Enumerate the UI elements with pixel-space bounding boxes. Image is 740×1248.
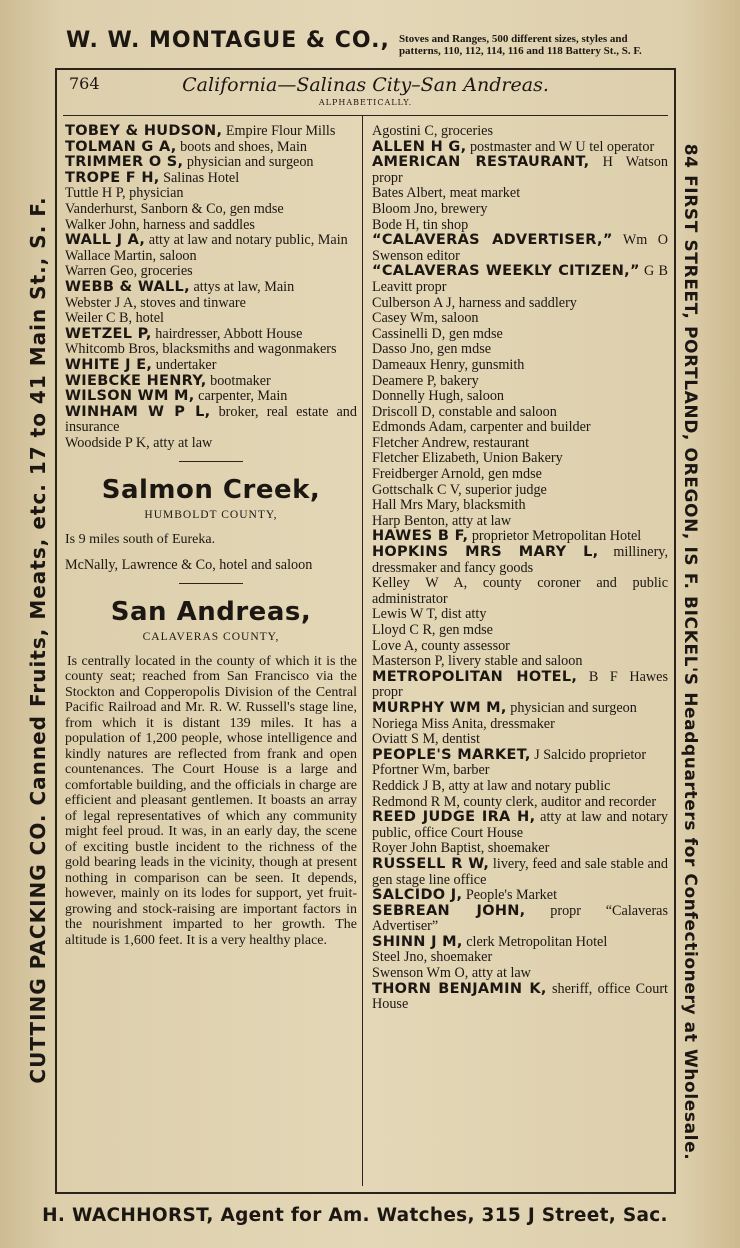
directory-entry: [372, 545, 668, 576]
directory-entry: [65, 436, 357, 452]
directory-entry: [372, 311, 668, 327]
page-header: [57, 70, 674, 112]
directory-entry: [372, 763, 668, 779]
header-divider: [63, 115, 668, 116]
top-ad-detail: [399, 33, 642, 57]
entry-detail: Wm O Swenson editor: [372, 232, 668, 264]
entry-name: METROPOLITAN HOTEL,: [372, 668, 578, 685]
entry-name: TRIMMER O S,: [65, 154, 184, 171]
entry-detail: Love A, county assessor: [372, 637, 510, 654]
directory-entry: [65, 311, 357, 327]
directory-entry: [372, 935, 668, 951]
entry-detail: Swenson Wm O, atty at law: [372, 965, 531, 982]
directory-entry: [372, 841, 668, 857]
entry-detail: sheriff, office Court House: [372, 980, 668, 1013]
entry-detail: Whitcomb Bros, blacksmiths and wagonmakers: [65, 341, 337, 358]
entry-detail: bootmaker: [206, 372, 271, 389]
directory-entry: [372, 607, 668, 623]
directory-entry: [372, 342, 668, 358]
entry-detail: People's Market: [462, 887, 558, 904]
entry-detail: boots and shoes, Main: [176, 138, 307, 155]
entry-detail: Walker John, harness and saddles: [65, 216, 255, 233]
directory-entry: [372, 670, 668, 701]
entry-name: HAWES B F,: [372, 528, 469, 545]
directory-entry: [65, 233, 357, 249]
directory-entry: [372, 779, 668, 795]
directory-entry: [372, 327, 668, 343]
directory-entry: [372, 623, 668, 639]
directory-entry: [65, 389, 357, 405]
section-separator: [179, 583, 243, 584]
entry-name: TOBEY & HUDSON,: [65, 123, 223, 139]
page-number: 764: [69, 74, 100, 93]
directory-entry: [372, 639, 668, 655]
entry-name: PEOPLE'S MARKET,: [372, 746, 531, 763]
directory-entry: [372, 748, 668, 764]
section-separator: [179, 461, 243, 462]
directory-entry: [372, 904, 668, 935]
directory-entry: [372, 218, 668, 234]
entry-detail: atty at law and notary public, Main: [145, 232, 348, 249]
entry-detail: Masterson P, livery stable and saloon: [372, 653, 583, 670]
directory-entry: [372, 810, 668, 841]
entry-name: HOPKINS MRS MARY L,: [372, 544, 599, 561]
directory-entry: [65, 358, 357, 374]
entry-detail: physician and surgeon: [506, 699, 637, 716]
entry-detail: propr “Calaveras Advertiser”: [372, 902, 668, 935]
san-andreas-county: CALAVERAS COUNTY,: [142, 631, 280, 644]
entry-name: TOLMAN G A,: [65, 138, 177, 155]
directory-entry: [65, 280, 357, 296]
salmon-creek-description: Is 9 miles south of Eureka.: [65, 532, 216, 548]
entry-detail: millinery, dressmaker and fancy goods: [372, 544, 669, 576]
salmon-creek-county: HUMBOLDT COUNTY,: [144, 509, 278, 522]
directory-entry: [65, 249, 357, 265]
left-column: [65, 124, 357, 958]
entry-detail: broker, real estate and insurance: [65, 403, 357, 436]
page-subtitle: ALPHABETICALLY.: [318, 98, 413, 107]
entry-detail: Lewis W T, dist atty: [372, 606, 487, 623]
entry-detail: attys at law, Main: [189, 278, 295, 295]
entry-detail: Culberson A J, harness and saddlery: [372, 294, 577, 311]
directory-entry: [372, 717, 668, 733]
directory-entry: [65, 140, 357, 156]
directory-entry: [372, 264, 668, 295]
page-frame: [55, 68, 676, 1194]
entry-detail: atty at law and notary public, office Court House: [372, 809, 668, 841]
directory-entry: [372, 451, 668, 467]
entry-detail: Bloom Jno, brewery: [372, 200, 488, 217]
entry-name: WETZEL P,: [65, 325, 152, 342]
directory-entry: [65, 218, 357, 234]
entry-detail: clerk Metropolitan Hotel: [462, 933, 608, 950]
entry-detail: hairdresser, Abbott House: [151, 325, 303, 342]
directory-entry: [372, 374, 668, 390]
entry-detail: Gottschalk C V, superior judge: [372, 481, 547, 498]
entry-name: WILSON WM M,: [65, 388, 195, 405]
directory-entry: [372, 966, 668, 982]
entry-detail: Bates Albert, meat market: [372, 185, 521, 202]
entry-detail: Empire Flour Mills: [222, 123, 336, 139]
salinas-entries: [65, 124, 357, 451]
entry-detail: Bode H, tin shop: [372, 216, 469, 233]
entry-detail: Dameaux Henry, gunsmith: [372, 356, 525, 373]
entry-detail: Vanderhurst, Sanborn & Co, gen mdse: [65, 200, 284, 217]
entry-name: SALCIDO J,: [372, 887, 463, 904]
directory-entry: [372, 732, 668, 748]
directory-entry: [65, 124, 357, 140]
entry-name: WIEBCKE HENRY,: [65, 372, 207, 389]
entry-detail: postmaster and W U tel operator: [466, 138, 655, 155]
directory-entry: [65, 374, 357, 390]
directory-entry: [65, 405, 357, 436]
directory-entry: [372, 857, 668, 888]
entry-detail: Harp Benton, atty at law: [372, 512, 512, 529]
entry-detail: Warren Geo, groceries: [65, 263, 193, 280]
entry-name: WHITE J E,: [65, 356, 153, 373]
bottom-advertisement: H. WACHHORST, Agent for Am. Watches, 315 J Street, Sac.: [42, 1205, 668, 1226]
salmon-creek-title: Salmon Creek,: [101, 475, 321, 506]
entry-detail: Kelley W A, county coroner and public administrator: [372, 575, 668, 607]
entry-detail: Woodside P K, atty at law: [65, 434, 213, 451]
entry-detail: Fletcher Elizabeth, Union Bakery: [372, 450, 563, 467]
directory-entry: [372, 514, 668, 530]
entry-detail: Agostini C, groceries: [372, 123, 493, 139]
entry-name: “CALAVERAS ADVERTISER,”: [372, 232, 613, 249]
top-advertisement: [66, 28, 676, 60]
directory-entry: [65, 558, 357, 574]
directory-entry: [372, 654, 668, 670]
entry-detail: physician and surgeon: [183, 154, 314, 171]
entry-name: SEBREAN JOHN,: [372, 902, 526, 919]
directory-entry: [372, 296, 668, 312]
entry-detail: B F Hawes propr: [372, 668, 668, 701]
entry-detail: Salinas Hotel: [159, 169, 240, 186]
entry-detail: J Salcido proprietor: [530, 746, 647, 763]
directory-entry: [372, 982, 668, 1013]
directory-entry: [65, 202, 357, 218]
right-column: [372, 124, 668, 1013]
directory-entry: [65, 264, 357, 280]
entry-name: WINHAM W P L,: [65, 403, 211, 420]
entry-detail: Pfortner Wm, barber: [372, 762, 490, 779]
entry-name: REED JUDGE IRA H,: [372, 809, 536, 826]
directory-entry: [65, 171, 357, 187]
entry-detail: Fletcher Andrew, restaurant: [372, 434, 530, 451]
entry-detail: Oviatt S M, dentist: [372, 731, 480, 748]
entry-detail: Hall Mrs Mary, blacksmith: [372, 497, 526, 514]
directory-entry: [372, 405, 668, 421]
entry-detail: Driscoll D, constable and saloon: [372, 403, 557, 420]
entry-name: AMERICAN RESTAURANT,: [372, 154, 590, 171]
directory-entry: [372, 795, 668, 811]
entry-name: TROPE F H,: [65, 169, 160, 186]
directory-entry: [372, 140, 668, 156]
entry-detail: H Watson propr: [372, 154, 668, 186]
entry-detail: Lloyd C R, gen mdse: [372, 622, 493, 638]
directory-entry: [372, 202, 668, 218]
entry-detail: Dasso Jno, gen mdse: [372, 341, 492, 358]
directory-entry: [372, 950, 668, 966]
entry-detail: Tuttle H P, physician: [65, 185, 184, 202]
entry-detail: McNally, Lawrence & Co, hotel and saloon: [65, 556, 313, 573]
entry-name: “CALAVERAS WEEKLY CITIZEN,”: [372, 263, 640, 280]
column-divider: [362, 116, 363, 1186]
entry-detail: Redmond R M, county clerk, auditor and recorder: [372, 793, 657, 810]
entry-detail: livery, feed and sale stable and gen stage line office: [372, 855, 668, 888]
entry-name: WEBB & WALL,: [65, 278, 190, 295]
directory-entry: [65, 342, 357, 358]
directory-entry: [65, 186, 357, 202]
directory-entry: [65, 327, 357, 343]
page-title: California—Salinas City–San Andreas.: [182, 74, 549, 96]
entry-name: MURPHY WM M,: [372, 699, 507, 716]
directory-entry: [372, 888, 668, 904]
entry-detail: Steel Jno, shoemaker: [372, 949, 493, 966]
entry-name: WALL J A,: [65, 232, 146, 249]
entry-detail: Freidberger Arnold, gen mdse: [372, 466, 542, 483]
directory-entry: [372, 155, 668, 186]
right-margin-advertisement: 84 FIRST STREET, PORTLAND, OREGON, IS F. BICKEL'S Headquarters for Confectionery at Wholesale.: [680, 143, 700, 1161]
entry-detail: Reddick J B, atty at law and notary public: [372, 777, 611, 794]
entry-detail: proprietor Metropolitan Hotel: [468, 528, 642, 545]
directory-entry: [372, 467, 668, 483]
entry-detail: Donnelly Hugh, saloon: [372, 388, 505, 405]
entry-name: ALLEN H G,: [372, 138, 467, 155]
entry-detail: Casey Wm, saloon: [372, 310, 479, 327]
salmon-creek-entries: [65, 558, 357, 574]
entry-detail: G B Leavitt propr: [372, 263, 668, 295]
entry-detail: Cassinelli D, gen mdse: [372, 325, 503, 342]
san-andreas-entries: [372, 124, 668, 1013]
directory-entry: [372, 233, 668, 264]
directory-entry: [372, 420, 668, 436]
san-andreas-description: Is centrally located in the county of which it is the county seat; reached from San Francisco via the Stockton and Copperopolis Division of the Central Pacific Railroad and Mr. R. W. Russell's stage line, from which it is distant 139 miles. It has a population of 1,200 people, whose intelligence and kindly natures are reflected from frank and open countenances. The Court House is a large and comfortable building, and the officials in charge are efficient and pleasant gentlemen. It boasts an array of legal representatives of which any community might feel proud. It was, in an early day, the scene of exciting bustle incident to the richness of the gold bearing leads in the vicinity, though at present nothing in comparison can be seen. It depends, however, mainly on its lodes for support, yet fruit-growing and stock-raising are important factors in the nourishment imparted to her growth. The altitude is 1,600 feet. It is a very healthy place.: [65, 653, 357, 948]
entry-detail: Weiler C B, hotel: [65, 310, 164, 327]
entry-name: THORN BENJAMIN K,: [372, 980, 547, 997]
directory-entry: [372, 576, 668, 607]
directory-entry: [372, 498, 668, 514]
directory-entry: [372, 483, 668, 499]
entry-detail: carpenter, Main: [194, 388, 288, 405]
top-ad-line2: patterns, 110, 112, 114, 116 and 118 Battery St., S. F.: [398, 45, 642, 57]
directory-entry: [65, 155, 357, 171]
top-ad-name: W. W. MONTAGUE & CO.,: [66, 28, 390, 53]
directory-entry: [372, 529, 668, 545]
entry-detail: Webster J A, stoves and tinware: [65, 294, 246, 311]
entry-detail: undertaker: [152, 356, 217, 373]
san-andreas-title: San Andreas,: [110, 597, 312, 628]
entry-name: RUSSELL R W,: [372, 855, 490, 872]
directory-entry: [65, 296, 357, 312]
entry-detail: Noriega Miss Anita, dressmaker: [372, 715, 555, 732]
directory-entry: [372, 124, 668, 140]
directory-entry: [372, 358, 668, 374]
entry-detail: Edmonds Adam, carpenter and builder: [372, 419, 591, 436]
top-ad-line1: Stoves and Ranges, 500 different sizes, styles and: [398, 33, 628, 45]
left-margin-advertisement: CUTTING PACKING CO. Canned Fruits, Meats, etc. 17 to 41 Main St., S. F.: [26, 196, 50, 1084]
entry-detail: Royer John Baptist, shoemaker: [372, 840, 550, 857]
directory-entry: [372, 436, 668, 452]
directory-entry: [372, 186, 668, 202]
entry-detail: Deamere P, bakery: [372, 372, 479, 389]
entry-detail: Wallace Martin, saloon: [65, 247, 197, 264]
entry-name: SHINN J M,: [372, 933, 463, 950]
directory-entry: [372, 389, 668, 405]
directory-entry: [372, 701, 668, 717]
